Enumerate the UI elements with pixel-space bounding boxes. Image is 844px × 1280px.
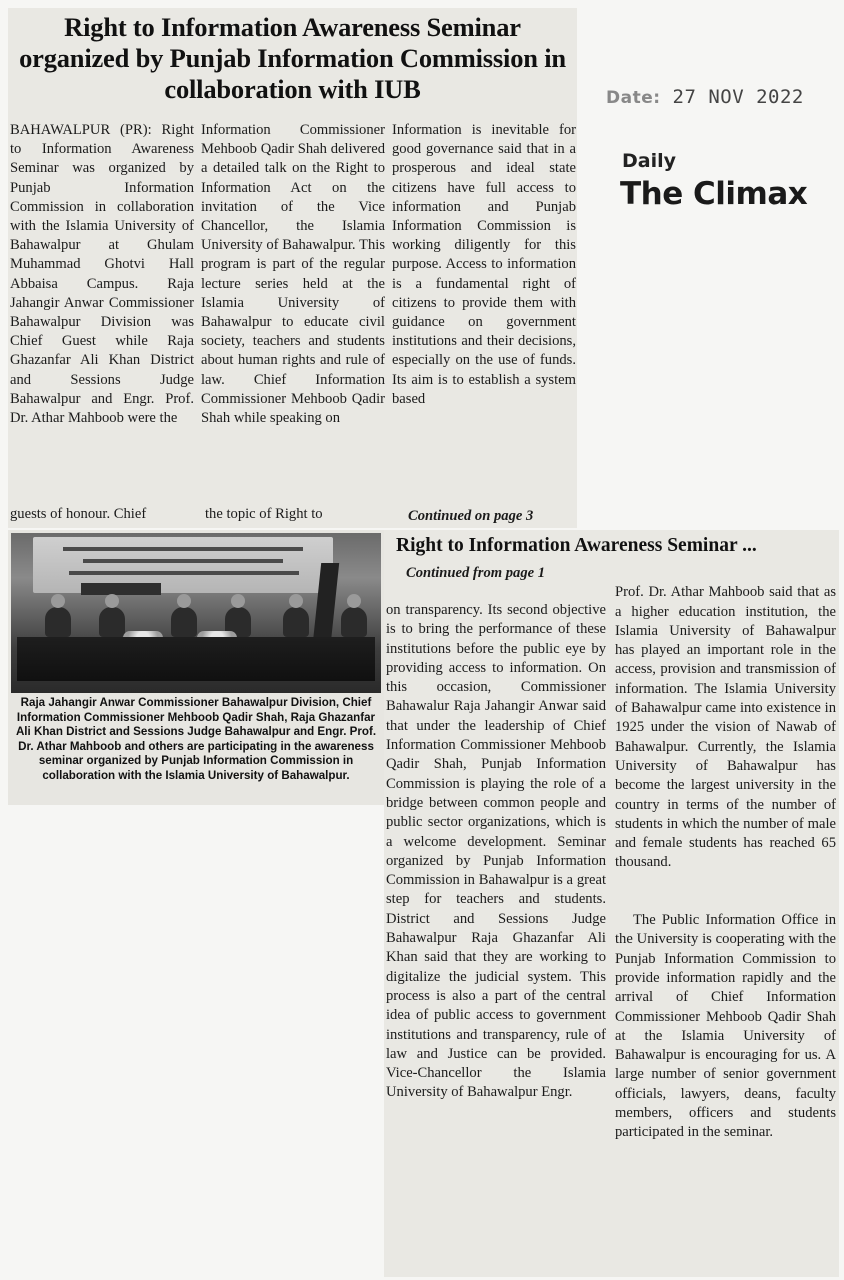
article-column-1: BAHAWALPUR (PR): Right to Information Awareness Seminar was organized by Punjab Information Commission in collaboration with the Islamia University of Bahawalpur at Ghulam Muhammad Ghotvi Hall Abbaisa Campus. Raja Jahangir Anwar Commissioner Bahawalpur Division was Chief Guest while Raja Ghazanfar Ali Khan District and Sessions Judge Bahawalpur and Engr. Prof. Dr. Athar Mahboob were the — [10, 122, 194, 427]
photo-clipping — [8, 530, 384, 805]
continued-from-note: Continued from page 1 — [406, 565, 546, 581]
article-column-2-tail: the topic of Right to — [205, 506, 323, 522]
photo-caption: Raja Jahangir Anwar Commissioner Bahawalpur Division, Chief Information Commissioner Mehboob Qadir Shah, Raja Ghazanfar Ali Khan District and Sessions Judge Bahawalpur and Engr. Prof. Dr. Athar Mahboob and others are participating in the awareness seminar organized by Punjab Information Commission in collaboration with the Islamia University of Bahawalpur. — [15, 696, 377, 782]
continued-on-note: Continued on page 3 — [408, 508, 534, 524]
stage-banner — [33, 537, 333, 593]
date-stamp-value: 27 NOV 2022 — [672, 86, 804, 108]
article-columns — [10, 121, 576, 505]
date-stamp-label: Date: — [606, 88, 661, 108]
seminar-photo — [11, 533, 381, 693]
article-column-1-tail: guests of honour. Chief — [10, 506, 147, 522]
seated-person — [341, 607, 367, 637]
continuation-columns — [386, 564, 837, 1274]
main-article-clipping — [8, 8, 577, 528]
continuation-column-1: on transparency. Its second objective is to bring the performance of these institutions before the public eye by providing access to information. On this occasion, Commissioner Bahawalur Raja Jahangir Anwar said that under the leadership of Chief Information Commissioner Mehboob Qadir Shah, Punjab Information Commission is playing the role of a bridge between common people and public sector organizations, which is a welcome development. Seminar organized by Punjab Information Commission in Bahawalpur is a great step for teachers and students. District and Sessions Judge Bahawalpur Raja Ghazanfar Ali Khan said that they are working to digitalize the judicial system. This process is also a part of the central idea of public access to government institutions and transparency, rule of law and Justice can be provided. Vice-Chancellor the Islamia University of Bahawalpur Engr. — [386, 602, 606, 1101]
date-stamp — [606, 86, 804, 108]
stamp-daily-label: Daily — [622, 150, 677, 172]
seated-person — [171, 607, 197, 637]
continuation-paragraph: Prof. Dr. Athar Mahboob said that as a higher education institution, the Islamia University of Bahawalpur has played an important role in the access, provision and transmission of information. The Islamia University of Bahawalpur came into existence in 1925 under the vision of Nawab of Bahawalpur. Currently, the Islamia University of Bahawalpur has become the largest university in the country in terms of the number of students in which the number of male and female students has reached 65 thousand. — [615, 584, 836, 871]
banner-date-badge — [81, 583, 161, 595]
banner-text-line — [83, 559, 283, 563]
continuation-clipping — [384, 530, 839, 1277]
article-column-3: Information is inevitable for good governance said that in a prosperous and ideal state citizens have full access to information and Punjab Information Commission is working diligently for this purpose. Access to information is a fundamental right of citizens to provide them with guidance on government institutions and their decisions, especially on the use of funds. Its aim is to establish a system based — [392, 122, 576, 407]
seated-person — [283, 607, 309, 637]
head-table — [17, 637, 375, 681]
banner-text-line — [63, 547, 303, 551]
seated-person — [99, 607, 125, 637]
continuation-column-2 — [615, 564, 836, 1162]
continuation-headline: Right to Information Awareness Seminar ... — [396, 535, 757, 556]
article-column-2: Information Commissioner Mehboob Qadir Shah delivered a detailed talk on the Right to Information Act on the invitation of the Vice Chancellor, the Islamia University of Bahawalpur. This program is part of the regular lecture series held at the Islamia University of Bahawalpur to educate civil society, teachers and students about human rights and rule of law. Chief Information Commissioner Mehboob Qadir Shah while speaking on — [201, 122, 385, 427]
continuation-paragraph: The Public Information Office in the University is cooperating with the Punjab Information Commission to provide information rapidly and the arrival of Chief Information Commissioner Mehboob Qadir Shah at the Islamia University of Bahawalpur is encouraging for us. A large number of senior government officials, lawyers, deans, faculty members, officers and students participated in the seminar. — [615, 912, 836, 1141]
banner-text-line — [69, 571, 299, 575]
newspaper-name: The Climax — [620, 176, 808, 212]
article-headline: Right to Information Awareness Seminar organized by Punjab Information Commission in collaboration with IUB — [19, 12, 566, 104]
seated-person — [45, 607, 71, 637]
